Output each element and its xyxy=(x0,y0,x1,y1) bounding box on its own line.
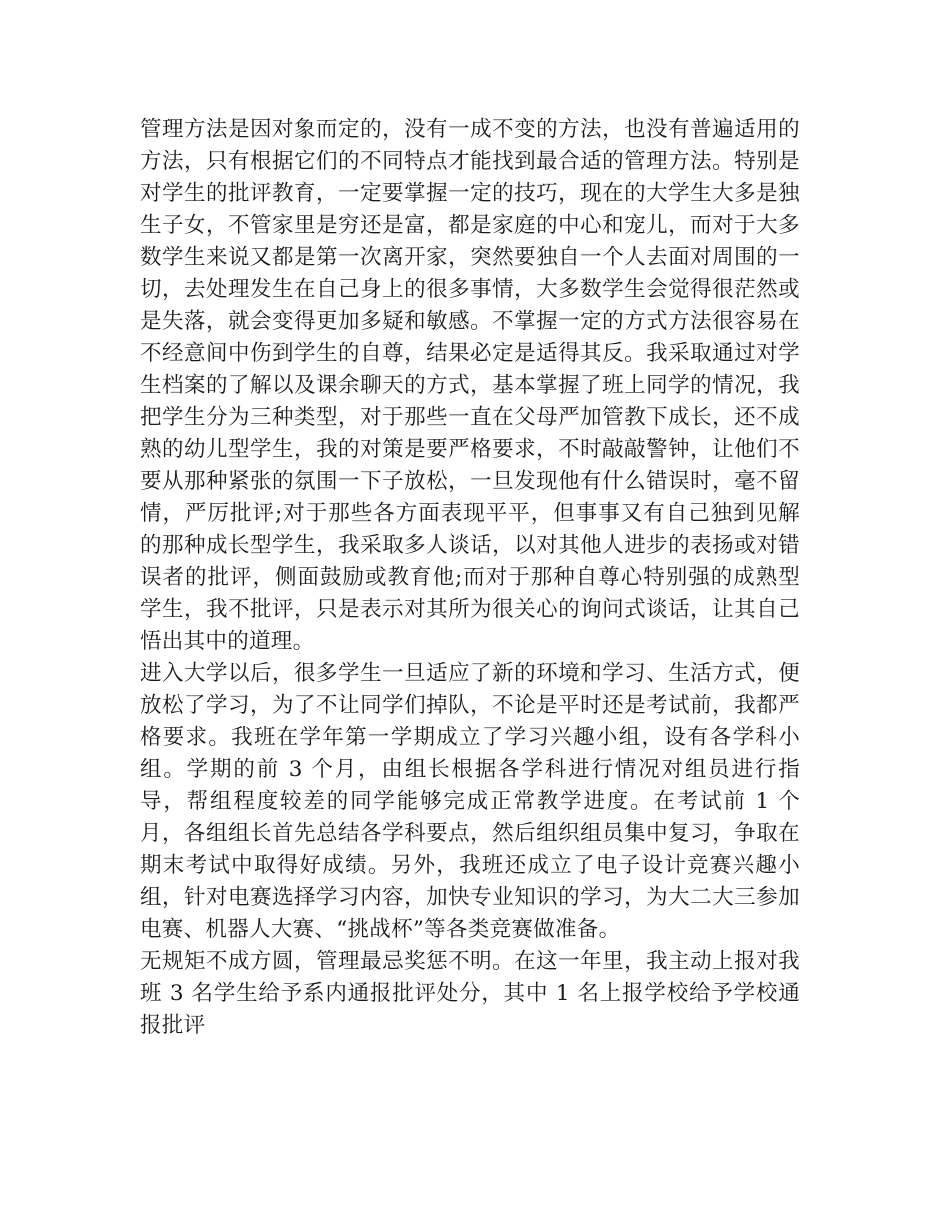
paragraph-management-methods: 管理方法是因对象而定的，没有一成不变的方法，也没有普遍适用的方法，只有根据它们的不同特点才能找到最合适的管理方法。特别是对学生的批评教育，一定要掌握一定的技巧，现在的大学生大多是独生子女，不管家里是穷还是富，都是家庭的中心和宠儿，而对于大多数学生来说又都是第一次离开家，突然要独自一个人去面对周围的一切，去处理发生在自己身上的很多事情，大多数学生会觉得很茫然或是失落，就会变得更加多疑和敏感。不掌握一定的方式方法很容易在不经意间中伤到学生的自尊，结果必定是适得其反。我采取通过对学生档案的了解以及课余聊天的方式，基本掌握了班上同学的情况，我把学生分为三种类型，对于那些一直在父母严加管教下成长，还不成熟的幼儿型学生，我的对策是要严格要求，不时敲敲警钟，让他们不要从那种紧张的氛围一下子放松，一旦发现他有什么错误时，毫不留情，严厉批评;对于那些各方面表现平平，但事事又有自己独到见解的那种成长型学生，我采取多人谈话，以对其他人进步的表扬或对错误者的批评，侧面鼓励或教育他;而对于那种自尊心特别强的成熟型学生，我不批评，只是表示对其所为很关心的询问式谈话，让其自己悟出其中的道理。 xyxy=(140,117,800,654)
paragraph-rules-discipline: 无规矩不成方圆，管理最忌奖惩不明。在这一年里，我主动上报对我班 3 名学生给予系内通报批评处分，其中 1 名上报学校给予学校通报批评 xyxy=(140,949,800,1038)
document-body xyxy=(140,114,800,1042)
paragraph-study-groups: 进入大学以后，很多学生一旦适应了新的环境和学习、生活方式，便放松了学习，为了不让同学们掉队，不论是平时还是考试前，我都严格要求。我班在学年第一学期成立了学习兴趣小组，设有各学科小组。学期的前 3 个月，由组长根据各学科进行情况对组员进行指导，帮组程度较差的同学能够完成正常教学进度。在考试前 1 个月，各组组长首先总结各学科要点，然后组织组员集中复习，争取在期末考试中取得好成绩。另外，我班还成立了电子设计竞赛兴趣小组，针对电赛选择学习内容，加快专业知识的学习，为大二大三参加电赛、机器人大赛、“挑战杯”等各类竞赛做准备。 xyxy=(140,661,800,942)
